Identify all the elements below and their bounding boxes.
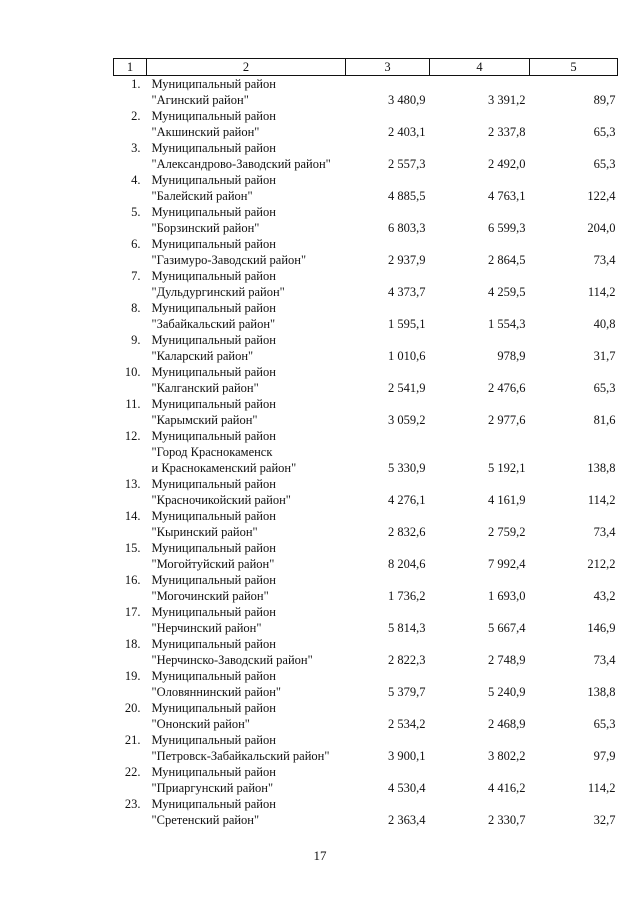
district-name-line: "Каларский район"	[151, 349, 254, 363]
table-row	[114, 604, 618, 636]
value-col-3: 1 736,2	[388, 589, 426, 603]
value-col-5: 31,7	[593, 349, 616, 363]
table-row	[114, 300, 618, 332]
row-number: 21.	[124, 733, 141, 747]
budget-table	[113, 58, 618, 828]
value-col-3: 4 885,5	[388, 189, 426, 203]
value-col-4: 978,9	[497, 349, 526, 363]
value-col-4: 1 554,3	[488, 317, 526, 331]
district-name	[147, 204, 346, 236]
district-name	[147, 540, 346, 572]
table-row	[114, 540, 618, 572]
header-col-5: 5	[530, 59, 618, 76]
district-name	[147, 508, 346, 540]
district-name-line: "Ононский район"	[151, 717, 250, 731]
district-name	[147, 236, 346, 268]
district-name-line: "Александрово-Заводский район"	[151, 157, 331, 171]
header-col-1: 1	[114, 59, 147, 76]
value-col-5: 65,3	[593, 381, 616, 395]
value-col-5: 212,2	[587, 557, 616, 571]
district-name	[147, 428, 346, 476]
row-number: 12.	[124, 429, 141, 443]
value-col-3: 4 276,1	[388, 493, 426, 507]
value-col-4: 2 330,7	[488, 813, 526, 827]
value-col-3: 8 204,6	[388, 557, 426, 571]
district-name-line: "Сретенский район"	[151, 813, 260, 827]
district-name-line: Муниципальный район	[151, 541, 276, 555]
table-row	[114, 268, 618, 300]
row-number: 2.	[131, 109, 141, 123]
district-name	[147, 476, 346, 508]
value-col-4: 5 192,1	[488, 461, 526, 475]
value-col-5: 138,8	[587, 461, 616, 475]
value-col-5: 43,2	[593, 589, 616, 603]
district-name-line: "Карымский район"	[151, 413, 258, 427]
table-row	[114, 428, 618, 476]
row-number: 20.	[124, 701, 141, 715]
district-name	[147, 108, 346, 140]
value-col-4: 2 337,8	[488, 125, 526, 139]
district-name-line: Муниципальный район	[151, 77, 276, 91]
district-name-line: "Борзинский район"	[151, 221, 260, 235]
district-name	[147, 572, 346, 604]
value-col-3: 2 541,9	[388, 381, 426, 395]
table-row	[114, 636, 618, 668]
district-name-line: "Город Краснокаменск	[151, 445, 273, 459]
row-number: 18.	[124, 637, 141, 651]
district-name-line: Муниципальный район	[151, 765, 276, 779]
table-row	[114, 764, 618, 796]
row-number: 16.	[124, 573, 141, 587]
value-col-5: 89,7	[593, 93, 616, 107]
header-col-4: 4	[430, 59, 530, 76]
row-number: 1.	[131, 77, 141, 91]
district-name	[147, 268, 346, 300]
value-col-4: 2 748,9	[488, 653, 526, 667]
value-col-4: 1 693,0	[488, 589, 526, 603]
district-name	[147, 604, 346, 636]
district-name-line: "Красночикойский район"	[151, 493, 291, 507]
value-col-4: 7 992,4	[488, 557, 526, 571]
district-name-line: "Газимуро-Заводский район"	[151, 253, 307, 267]
value-col-5: 114,2	[587, 285, 616, 299]
value-col-3: 2 403,1	[388, 125, 426, 139]
district-name-line: Муниципальный район	[151, 573, 276, 587]
district-name	[147, 140, 346, 172]
row-number: 13.	[124, 477, 141, 491]
value-col-3: 1 010,6	[388, 349, 426, 363]
value-col-4: 4 259,5	[488, 285, 526, 299]
value-col-3: 3 059,2	[388, 413, 426, 427]
value-col-4: 5 667,4	[488, 621, 526, 635]
district-name	[147, 732, 346, 764]
value-col-3: 1 595,1	[388, 317, 426, 331]
district-name	[147, 332, 346, 364]
value-col-5: 32,7	[593, 813, 616, 827]
value-col-4: 4 161,9	[488, 493, 526, 507]
district-name-line: "Кыринский район"	[151, 525, 258, 539]
value-col-4: 4 416,2	[488, 781, 526, 795]
district-name-line: Муниципальный район	[151, 109, 276, 123]
district-name-line: Муниципальный район	[151, 637, 276, 651]
value-col-4: 6 599,3	[488, 221, 526, 235]
district-name-line: Муниципальный район	[151, 301, 276, 315]
value-col-4: 3 802,2	[488, 749, 526, 763]
district-name-line: Муниципальный район	[151, 205, 276, 219]
row-number: 17.	[124, 605, 141, 619]
header-col-3: 3	[346, 59, 430, 76]
value-col-3: 4 373,7	[388, 285, 426, 299]
table-header-row	[114, 59, 618, 76]
value-col-3: 2 363,4	[388, 813, 426, 827]
row-number: 23.	[124, 797, 141, 811]
value-col-5: 65,3	[593, 157, 616, 171]
value-col-3: 3 900,1	[388, 749, 426, 763]
row-number: 15.	[124, 541, 141, 555]
district-name-line: Муниципальный район	[151, 333, 276, 347]
district-name-line: "Балейский район"	[151, 189, 253, 203]
district-name-line: "Дульдургинский район"	[151, 285, 285, 299]
table-row	[114, 332, 618, 364]
value-col-3: 2 534,2	[388, 717, 426, 731]
table-row	[114, 236, 618, 268]
district-name-line: Муниципальный район	[151, 365, 276, 379]
district-name-line: "Калганский район"	[151, 381, 259, 395]
district-name	[147, 300, 346, 332]
district-name-line: "Оловяннинский район"	[151, 685, 282, 699]
value-col-3: 5 379,7	[388, 685, 426, 699]
district-name-line: Муниципальный район	[151, 733, 276, 747]
value-col-5: 73,4	[593, 653, 616, 667]
row-number: 7.	[131, 269, 141, 283]
district-name-line: Муниципальный район	[151, 477, 276, 491]
value-col-5: 138,8	[587, 685, 616, 699]
row-number: 22.	[124, 765, 141, 779]
table-row	[114, 476, 618, 508]
district-name-line: Муниципальный район	[151, 605, 276, 619]
district-name-line: Муниципальный район	[151, 269, 276, 283]
value-col-5: 114,2	[587, 493, 616, 507]
value-col-3: 6 803,3	[388, 221, 426, 235]
value-col-4: 2 468,9	[488, 717, 526, 731]
district-name-line: Муниципальный район	[151, 397, 276, 411]
district-name-line: "Забайкальский район"	[151, 317, 276, 331]
district-name-line: Муниципальный район	[151, 797, 276, 811]
district-name	[147, 76, 346, 109]
value-col-5: 73,4	[593, 253, 616, 267]
value-col-5: 65,3	[593, 125, 616, 139]
row-number: 6.	[131, 237, 141, 251]
district-name	[147, 364, 346, 396]
row-number: 4.	[131, 173, 141, 187]
district-name-line: Муниципальный район	[151, 141, 276, 155]
district-name	[147, 700, 346, 732]
value-col-4: 2 864,5	[488, 253, 526, 267]
district-name-line: Муниципальный район	[151, 237, 276, 251]
table-body	[114, 76, 618, 829]
district-name-line: Муниципальный район	[151, 429, 276, 443]
district-name	[147, 636, 346, 668]
value-col-3: 2 557,3	[388, 157, 426, 171]
row-number: 3.	[131, 141, 141, 155]
value-col-4: 2 492,0	[488, 157, 526, 171]
row-number: 14.	[124, 509, 141, 523]
value-col-4: 5 240,9	[488, 685, 526, 699]
table-row	[114, 572, 618, 604]
table-row	[114, 204, 618, 236]
table-row	[114, 172, 618, 204]
header-col-2: 2	[147, 59, 346, 76]
district-name	[147, 796, 346, 828]
table-row	[114, 796, 618, 828]
row-number: 5.	[131, 205, 141, 219]
value-col-3: 5 814,3	[388, 621, 426, 635]
district-name-line: Муниципальный район	[151, 173, 276, 187]
value-col-3: 3 480,9	[388, 93, 426, 107]
page-number: 17	[313, 848, 327, 863]
district-name-line: Муниципальный район	[151, 509, 276, 523]
table-row	[114, 668, 618, 700]
district-name-line: "Приаргунский район"	[151, 781, 274, 795]
value-col-5: 114,2	[587, 781, 616, 795]
district-name-line: Муниципальный район	[151, 701, 276, 715]
value-col-3: 2 822,3	[388, 653, 426, 667]
table-row	[114, 108, 618, 140]
district-name	[147, 172, 346, 204]
district-name-line: "Нерчинско-Заводский район"	[151, 653, 313, 667]
row-number: 8.	[131, 301, 141, 315]
table-row	[114, 700, 618, 732]
table-row	[114, 364, 618, 396]
value-col-5: 73,4	[593, 525, 616, 539]
district-name	[147, 668, 346, 700]
district-name-line: "Могойтуйский район"	[151, 557, 275, 571]
value-col-5: 65,3	[593, 717, 616, 731]
district-name-line: "Акшинский район"	[151, 125, 260, 139]
value-col-5: 40,8	[593, 317, 616, 331]
value-col-3: 4 530,4	[388, 781, 426, 795]
value-col-4: 2 759,2	[488, 525, 526, 539]
value-col-3: 5 330,9	[388, 461, 426, 475]
district-name-line: Муниципальный район	[151, 669, 276, 683]
value-col-3: 2 937,9	[388, 253, 426, 267]
district-name-line: "Нерчинский район"	[151, 621, 262, 635]
value-col-4: 2 476,6	[488, 381, 526, 395]
value-col-5: 81,6	[593, 413, 616, 427]
value-col-4: 4 763,1	[488, 189, 526, 203]
row-number: 9.	[131, 333, 141, 347]
value-col-5: 97,9	[593, 749, 616, 763]
district-name-line: и Краснокаменский район"	[151, 461, 297, 475]
table-row	[114, 508, 618, 540]
value-col-5: 204,0	[587, 221, 616, 235]
row-number: 10.	[124, 365, 141, 379]
district-name-line: "Петровск-Забайкальский район"	[151, 749, 330, 763]
district-name-line: "Могочинский район"	[151, 589, 269, 603]
table-row	[114, 76, 618, 109]
value-col-5: 146,9	[587, 621, 616, 635]
table-row	[114, 732, 618, 764]
table-row	[114, 140, 618, 172]
value-col-5: 122,4	[587, 189, 616, 203]
district-name	[147, 764, 346, 796]
row-number: 19.	[124, 669, 141, 683]
value-col-4: 3 391,2	[488, 93, 526, 107]
row-number: 11.	[125, 397, 141, 411]
table-row	[114, 396, 618, 428]
district-name	[147, 396, 346, 428]
value-col-4: 2 977,6	[488, 413, 526, 427]
value-col-3: 2 832,6	[388, 525, 426, 539]
district-name-line: "Агинский район"	[151, 93, 249, 107]
